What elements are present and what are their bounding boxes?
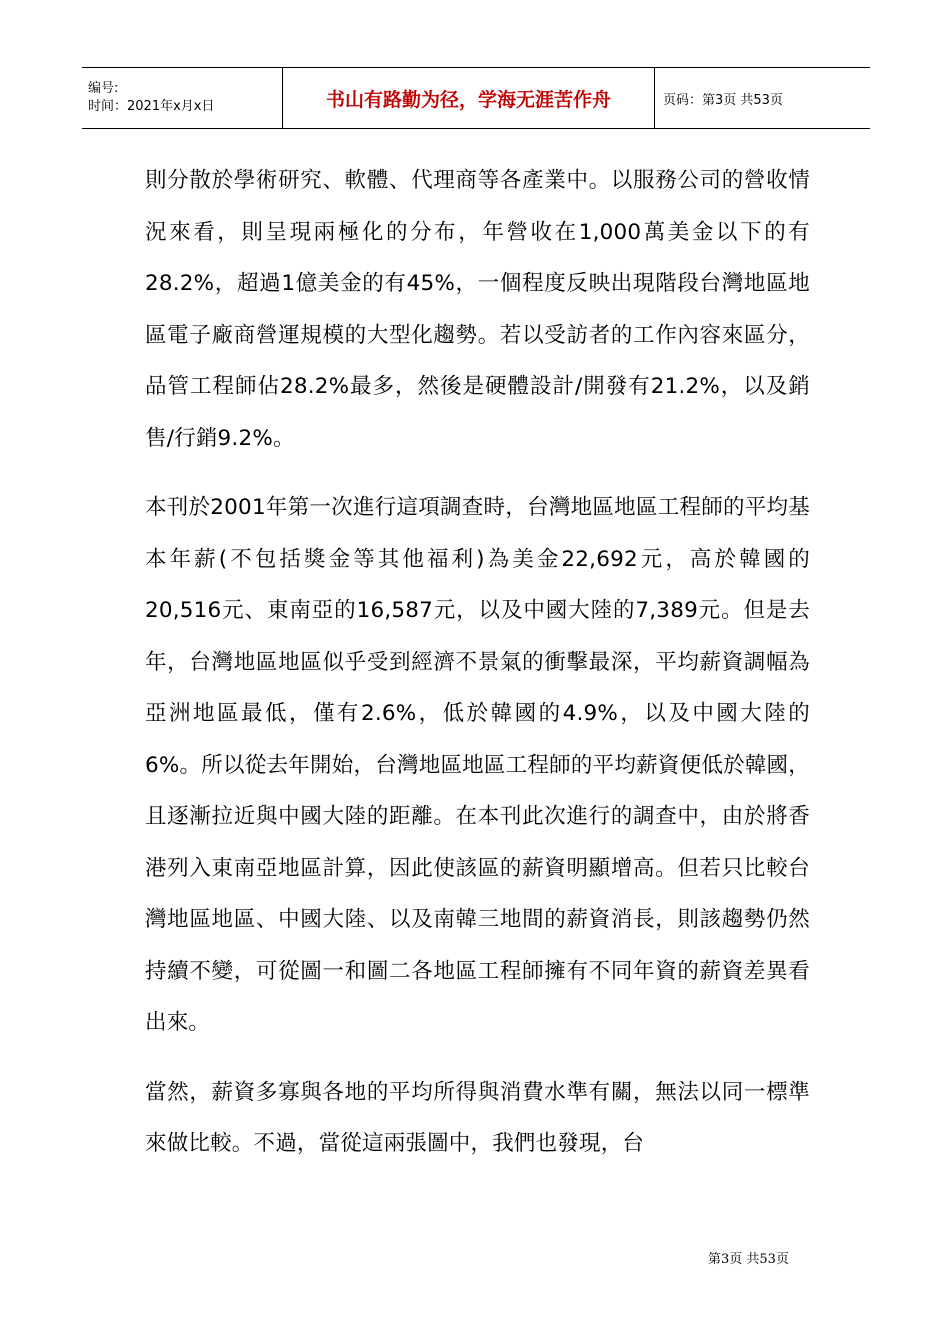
header-page-number: 页码：第3页 共53页 (663, 92, 783, 108)
document-body (145, 155, 810, 1188)
body-paragraph: 當然，薪資多寡與各地的平均所得與消費水準有關，無法以同一標準來做比較。不過，當從這兩張圖中，我們也發現，台 (145, 1079, 810, 1156)
header-meta (82, 68, 282, 128)
page-footer: 第3页 共53页 (708, 1252, 789, 1267)
page-header (82, 67, 870, 129)
header-motto-cell (282, 68, 655, 128)
body-paragraph: 本刊於2001年第一次進行這項調查時，台灣地區地區工程師的平均基本年薪(不包括獎金等其他福利)為美金22,692元，高於韓國的20,516元、東南亞的16,587元，以及中國大陸的7,389元。但是去年，台灣地區地區似乎受到經濟不景氣的衝擊最深，平均薪資調幅為亞洲地區最低，僅有2.6%，低於韓國的4.9%，以及中國大陸的6%。所以從去年開始，台灣地區地區工程師的平均薪資便低於韓國，且逐漸拉近與中國大陸的距離。在本刊此次進行的調查中，由於將香港列入東南亞地區計算，因此使該區的薪資明顯增高。但若只比較台灣地區地區、中國大陸、以及南韓三地間的薪資消長，則該趨勢仍然持續不變，可從圖一和圖二各地區工程師擁有不同年資的薪資差異看出來。 (145, 495, 810, 1035)
document-time-label: 时间：2021年x月x日 (88, 99, 215, 114)
document-number-label: 编号: (88, 81, 119, 96)
body-paragraph: 則分散於學術研究、軟體、代理商等各產業中。以服務公司的營收情況來看，則呈現兩極化的分布，年營收在1,000萬美金以下的有28.2%，超過1億美金的有45%，一個程度反映出現階段台灣地區地區電子廠商營運規模的大型化趨勢。若以受訪者的工作內容來區分，品管工程師佔28.2%最多，然後是硬體設計/開發有21.2%，以及銷售/行銷9.2%。 (145, 168, 810, 451)
header-motto: 书山有路勤为径，学海无涯苦作舟 (325, 88, 611, 111)
header-page-cell (655, 68, 870, 128)
